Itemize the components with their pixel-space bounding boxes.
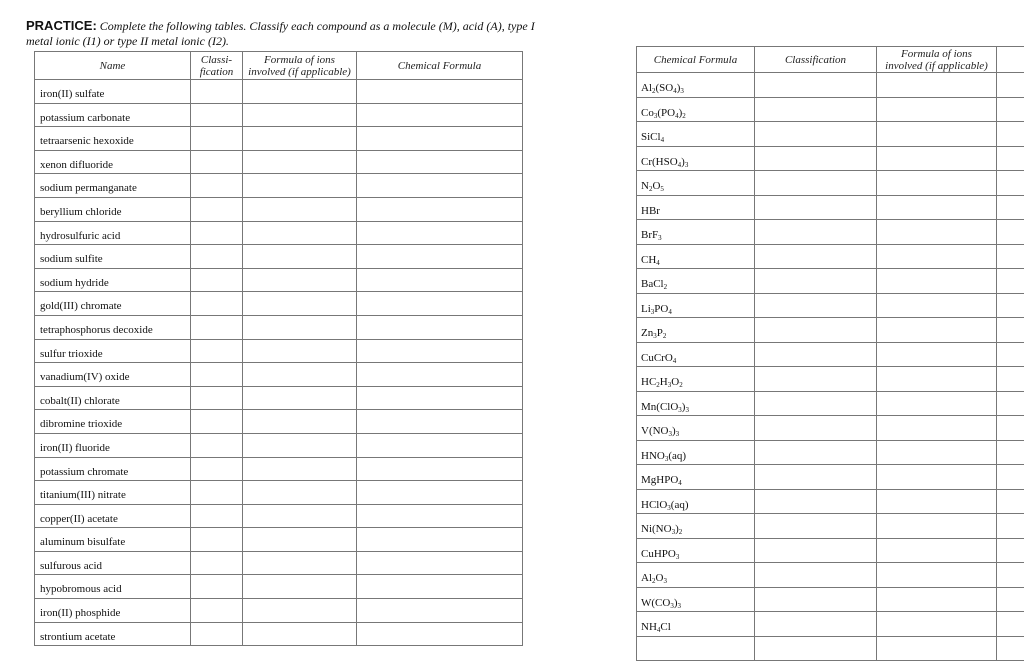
- classification-cell[interactable]: [191, 481, 243, 505]
- chemical-formula: $Al_2O_3$: [637, 563, 755, 588]
- classification-cell[interactable]: [191, 245, 243, 269]
- formula-of-ions-cell[interactable]: [877, 612, 997, 637]
- classification-cell[interactable]: [191, 410, 243, 434]
- extra-cell: [997, 318, 1024, 343]
- formula-of-ions-cell[interactable]: [243, 528, 357, 552]
- formula-of-ions-cell[interactable]: [877, 195, 997, 220]
- chemical-formula: $Co_3(PO_4)_2$: [637, 97, 755, 122]
- classification-cell[interactable]: [755, 73, 877, 98]
- formula-of-ions-cell[interactable]: [243, 433, 357, 457]
- compound-name: hydrosulfuric acid: [35, 221, 191, 245]
- chemical-formula-cell[interactable]: [357, 433, 523, 457]
- classification-cell[interactable]: [191, 80, 243, 104]
- chemical-formula: $NH_4Cl$: [637, 612, 755, 637]
- chemical-formula-cell[interactable]: [357, 386, 523, 410]
- extra-cell: [997, 122, 1024, 147]
- chemical-formula: $CH_4$: [637, 244, 755, 269]
- classification-cell[interactable]: [755, 416, 877, 441]
- extra-cell: [997, 195, 1024, 220]
- formula-of-ions-cell[interactable]: [243, 386, 357, 410]
- formula-of-ions-cell[interactable]: [877, 587, 997, 612]
- classification-cell[interactable]: [191, 528, 243, 552]
- chemical-formula: HBr: [637, 195, 755, 220]
- header-extra-column: [997, 47, 1024, 73]
- extra-cell: [997, 220, 1024, 245]
- table-row: [35, 386, 523, 410]
- table-row: [637, 367, 1024, 392]
- extra-cell: [997, 563, 1024, 588]
- formula-of-ions-cell[interactable]: [877, 146, 997, 171]
- extra-cell: [997, 342, 1024, 367]
- chemical-formula: $HNO_3(aq)$: [637, 440, 755, 465]
- extra-cell: [997, 171, 1024, 196]
- classification-cell[interactable]: [191, 221, 243, 245]
- classification-cell[interactable]: [755, 587, 877, 612]
- table-row: [637, 269, 1024, 294]
- table-row: [35, 80, 523, 104]
- chemical-formula-cell[interactable]: [357, 103, 523, 127]
- formula-of-ions-cell[interactable]: [243, 221, 357, 245]
- table-row: [637, 122, 1024, 147]
- compound-name: hypobromous acid: [35, 575, 191, 599]
- classification-cell[interactable]: [755, 244, 877, 269]
- formula-of-ions-cell[interactable]: [243, 457, 357, 481]
- classification-cell[interactable]: [755, 318, 877, 343]
- classification-cell[interactable]: [191, 268, 243, 292]
- compound-name: aluminum bisulfate: [35, 528, 191, 552]
- table-row: [35, 127, 523, 151]
- formula-of-ions-cell[interactable]: [243, 315, 357, 339]
- header-formula-of-ions: Formula of ions involved (if applicable): [243, 52, 357, 80]
- compound-name: beryllium chloride: [35, 197, 191, 221]
- table-row: [637, 195, 1024, 220]
- table-row: [637, 293, 1024, 318]
- header-name: Name: [35, 52, 191, 80]
- formula-of-ions-cell[interactable]: [243, 481, 357, 505]
- formula-of-ions-cell[interactable]: [877, 342, 997, 367]
- classification-cell[interactable]: [755, 195, 877, 220]
- classification-cell[interactable]: [191, 575, 243, 599]
- table-row: [637, 171, 1024, 196]
- chemical-formula-cell[interactable]: [357, 292, 523, 316]
- chemical-formula: $V(NO_3)_3$: [637, 416, 755, 441]
- formula-of-ions-cell[interactable]: [877, 220, 997, 245]
- table-row: [35, 575, 523, 599]
- chemical-formula: $Zn_3P_2$: [637, 318, 755, 343]
- compound-name: iron(II) phosphide: [35, 599, 191, 623]
- classification-cell[interactable]: [191, 339, 243, 363]
- table-row: [637, 465, 1024, 490]
- classification-cell[interactable]: [191, 386, 243, 410]
- header-classification: Classification: [755, 47, 877, 73]
- table-row: [35, 481, 523, 505]
- formula-of-ions-cell[interactable]: [877, 293, 997, 318]
- chemical-formula-cell[interactable]: [357, 221, 523, 245]
- table-row: [637, 220, 1024, 245]
- table-row: [35, 174, 523, 198]
- table-row: [35, 622, 523, 646]
- classification-cell[interactable]: [191, 150, 243, 174]
- classification-cell[interactable]: [191, 103, 243, 127]
- chemical-formula-cell[interactable]: [357, 575, 523, 599]
- table-row: [35, 339, 523, 363]
- chemical-formula: CuHPO$_3$: [637, 538, 755, 563]
- chemical-formula-cell[interactable]: [357, 80, 523, 104]
- compound-name: tetraphosphorus decoxide: [35, 315, 191, 339]
- chemical-formula-cell[interactable]: [357, 315, 523, 339]
- chemical-formula: SiCl$_4$: [637, 122, 755, 147]
- compound-name: sulfur trioxide: [35, 339, 191, 363]
- chemical-formula-cell[interactable]: [357, 268, 523, 292]
- formula-of-ions-cell[interactable]: [243, 599, 357, 623]
- classification-cell[interactable]: [755, 122, 877, 147]
- chemical-formula-cell[interactable]: [357, 481, 523, 505]
- table-row: [637, 391, 1024, 416]
- table-row: [637, 563, 1024, 588]
- classification-cell[interactable]: [191, 551, 243, 575]
- table-row: [35, 551, 523, 575]
- classification-cell[interactable]: [191, 599, 243, 623]
- table-row: [637, 514, 1024, 539]
- extra-cell: [997, 489, 1024, 514]
- table-row: [637, 244, 1024, 269]
- chemical-formula: $Mn(ClO_3)_3$: [637, 391, 755, 416]
- classification-cell[interactable]: [191, 504, 243, 528]
- formula-of-ions-cell[interactable]: [243, 339, 357, 363]
- compound-name: sodium hydride: [35, 268, 191, 292]
- chemical-formula-cell[interactable]: [357, 174, 523, 198]
- formula-of-ions-cell[interactable]: [877, 122, 997, 147]
- classification-cell[interactable]: [755, 440, 877, 465]
- compound-name: potassium chromate: [35, 457, 191, 481]
- formula-of-ions-cell[interactable]: [877, 416, 997, 441]
- formula-of-ions-cell[interactable]: [243, 504, 357, 528]
- table-row: [637, 440, 1024, 465]
- header-chemical-formula: Chemical Formula: [637, 47, 755, 73]
- compound-name: dibromine trioxide: [35, 410, 191, 434]
- compound-name: copper(II) acetate: [35, 504, 191, 528]
- formula-of-ions-cell[interactable]: [243, 622, 357, 646]
- formula-of-ions-cell[interactable]: [877, 538, 997, 563]
- table-row: [35, 528, 523, 552]
- formula-of-ions-cell[interactable]: [243, 292, 357, 316]
- naming-table: [34, 51, 523, 646]
- classification-cell[interactable]: [191, 363, 243, 387]
- chemical-formula-cell[interactable]: [357, 599, 523, 623]
- formula-of-ions-cell[interactable]: [243, 363, 357, 387]
- classification-cell[interactable]: [755, 514, 877, 539]
- classification-cell[interactable]: [755, 269, 877, 294]
- formula-of-ions-cell[interactable]: [877, 269, 997, 294]
- formula-of-ions-cell[interactable]: [243, 174, 357, 198]
- chemical-formula: $W(CO_3)_3$: [637, 587, 755, 612]
- chemical-formula: BrF$_3$: [637, 220, 755, 245]
- extra-cell: [997, 97, 1024, 122]
- table-row: [637, 318, 1024, 343]
- formula-of-ions-cell[interactable]: [877, 318, 997, 343]
- classification-cell[interactable]: [755, 171, 877, 196]
- table-row: [35, 410, 523, 434]
- table-row: [35, 315, 523, 339]
- chemical-formula-cell[interactable]: [357, 622, 523, 646]
- chemical-formula-cell[interactable]: [357, 551, 523, 575]
- extra-cell: [997, 391, 1024, 416]
- classification-cell[interactable]: [191, 292, 243, 316]
- extra-cell: [997, 293, 1024, 318]
- classification-cell[interactable]: [191, 433, 243, 457]
- formula-of-ions-cell[interactable]: [243, 197, 357, 221]
- instructions-text: Complete the following tables. Classify each compound as a molecule (M), acid (A), type I metal ionic (I1) or type II metal ionic (I2).: [26, 19, 535, 48]
- extra-cell: [997, 146, 1024, 171]
- compound-name: iron(II) fluoride: [35, 433, 191, 457]
- classification-cell[interactable]: [755, 391, 877, 416]
- formula-of-ions-cell[interactable]: [243, 103, 357, 127]
- classification-cell[interactable]: [191, 174, 243, 198]
- compound-name: iron(II) sulfate: [35, 80, 191, 104]
- formula-of-ions-cell[interactable]: [243, 551, 357, 575]
- formula-of-ions-cell[interactable]: [243, 80, 357, 104]
- classification-cell[interactable]: [755, 342, 877, 367]
- chemical-formula-cell[interactable]: [357, 410, 523, 434]
- table-row: [35, 433, 523, 457]
- chemical-formula: $HC_2H_3O_2$: [637, 367, 755, 392]
- classification-cell[interactable]: [755, 465, 877, 490]
- table-row: [637, 73, 1024, 98]
- extra-cell: [997, 514, 1024, 539]
- table-row: [35, 221, 523, 245]
- classification-cell[interactable]: [755, 538, 877, 563]
- table-row: [637, 146, 1024, 171]
- chemical-formula: CuCrO$_4$: [637, 342, 755, 367]
- compound-name: titanium(III) nitrate: [35, 481, 191, 505]
- compound-name: strontium acetate: [35, 622, 191, 646]
- table-row: [637, 416, 1024, 441]
- chemical-formula: $N_2O_5$: [637, 171, 755, 196]
- formula-of-ions-cell[interactable]: [877, 465, 997, 490]
- extra-cell: [997, 367, 1024, 392]
- formula-of-ions-cell[interactable]: [877, 563, 997, 588]
- formula-of-ions-cell[interactable]: [877, 97, 997, 122]
- formula-of-ions-cell[interactable]: [243, 127, 357, 151]
- table-row: [637, 97, 1024, 122]
- table-row: [637, 587, 1024, 612]
- extra-cell: [997, 269, 1024, 294]
- chemical-formula-cell[interactable]: [357, 457, 523, 481]
- formula-of-ions-cell[interactable]: [877, 367, 997, 392]
- compound-name: potassium carbonate: [35, 103, 191, 127]
- formula-of-ions-cell[interactable]: [243, 268, 357, 292]
- classification-cell[interactable]: [191, 457, 243, 481]
- classification-cell[interactable]: [755, 220, 877, 245]
- table-row: [35, 599, 523, 623]
- table-row: [35, 363, 523, 387]
- chemical-formula: $Li_3PO_4$: [637, 293, 755, 318]
- classification-cell[interactable]: [191, 127, 243, 151]
- instructions: [26, 18, 546, 49]
- classification-cell[interactable]: [191, 197, 243, 221]
- header-chemical-formula: Chemical Formula: [357, 52, 523, 80]
- table-row: [35, 292, 523, 316]
- chemical-formula: $Cr(HSO_4)_3$: [637, 146, 755, 171]
- compound-name: tetraarsenic hexoxide: [35, 127, 191, 151]
- chemical-formula-cell[interactable]: [357, 245, 523, 269]
- chemical-formula: BaCl$_2$: [637, 269, 755, 294]
- header-classification: Classi- fication: [191, 52, 243, 80]
- table-row: [637, 489, 1024, 514]
- chemical-formula-cell[interactable]: [357, 127, 523, 151]
- compound-name: vanadium(IV) oxide: [35, 363, 191, 387]
- practice-label: PRACTICE:: [26, 18, 97, 33]
- chemical-formula: HClO$_3$(aq): [637, 489, 755, 514]
- formula-of-ions-cell[interactable]: [877, 244, 997, 269]
- compound-name: xenon difluoride: [35, 150, 191, 174]
- formula-of-ions-cell[interactable]: [243, 245, 357, 269]
- classification-cell[interactable]: [755, 489, 877, 514]
- extra-cell: [997, 244, 1024, 269]
- formula-of-ions-cell[interactable]: [243, 410, 357, 434]
- extra-cell: [997, 465, 1024, 490]
- table-row: [35, 150, 523, 174]
- table-row: [35, 504, 523, 528]
- chemical-formula: MgHPO$_4$: [637, 465, 755, 490]
- table-row: [35, 457, 523, 481]
- extra-cell: [997, 440, 1024, 465]
- compound-name: gold(III) chromate: [35, 292, 191, 316]
- extra-cell: [997, 73, 1024, 98]
- formula-of-ions-cell[interactable]: [243, 150, 357, 174]
- extra-cell: [997, 587, 1024, 612]
- compound-name: sodium sulfite: [35, 245, 191, 269]
- formula-of-ions-cell[interactable]: [243, 575, 357, 599]
- formula-of-ions-cell[interactable]: [877, 391, 997, 416]
- chemical-formula: $Al_2(SO_4)_3$: [637, 73, 755, 98]
- table-row: [637, 538, 1024, 563]
- classification-cell[interactable]: [755, 293, 877, 318]
- formula-of-ions-cell[interactable]: [877, 489, 997, 514]
- classification-cell[interactable]: [191, 315, 243, 339]
- classification-cell[interactable]: [755, 97, 877, 122]
- classification-cell[interactable]: [755, 612, 877, 637]
- header-formula-of-ions: Formula of ions involved (if applicable): [877, 47, 997, 73]
- chemical-formula-cell[interactable]: [357, 197, 523, 221]
- classification-cell[interactable]: [191, 622, 243, 646]
- table-row: [35, 197, 523, 221]
- table-row: [35, 245, 523, 269]
- extra-cell: [997, 538, 1024, 563]
- chemical-formula-cell[interactable]: [357, 339, 523, 363]
- compound-name: cobalt(II) chlorate: [35, 386, 191, 410]
- formula-of-ions-cell[interactable]: [877, 440, 997, 465]
- table-row: [637, 342, 1024, 367]
- classification-cell[interactable]: [755, 146, 877, 171]
- compound-name: sodium permanganate: [35, 174, 191, 198]
- classification-cell[interactable]: [755, 563, 877, 588]
- table-row: [637, 612, 1024, 637]
- formula-table: [636, 46, 1024, 661]
- chemical-formula-cell[interactable]: [357, 363, 523, 387]
- chemical-formula-cell[interactable]: [357, 528, 523, 552]
- table-row: [35, 103, 523, 127]
- classification-cell[interactable]: [755, 367, 877, 392]
- table-row: [35, 268, 523, 292]
- formula-of-ions-cell[interactable]: [877, 514, 997, 539]
- extra-cell: [997, 612, 1024, 637]
- formula-of-ions-cell[interactable]: [877, 73, 997, 98]
- extra-cell: [997, 416, 1024, 441]
- chemical-formula-cell[interactable]: [357, 150, 523, 174]
- formula-of-ions-cell[interactable]: [877, 171, 997, 196]
- chemical-formula-cell[interactable]: [357, 504, 523, 528]
- compound-name: sulfurous acid: [35, 551, 191, 575]
- chemical-formula: $Ni(NO_3)_2$: [637, 514, 755, 539]
